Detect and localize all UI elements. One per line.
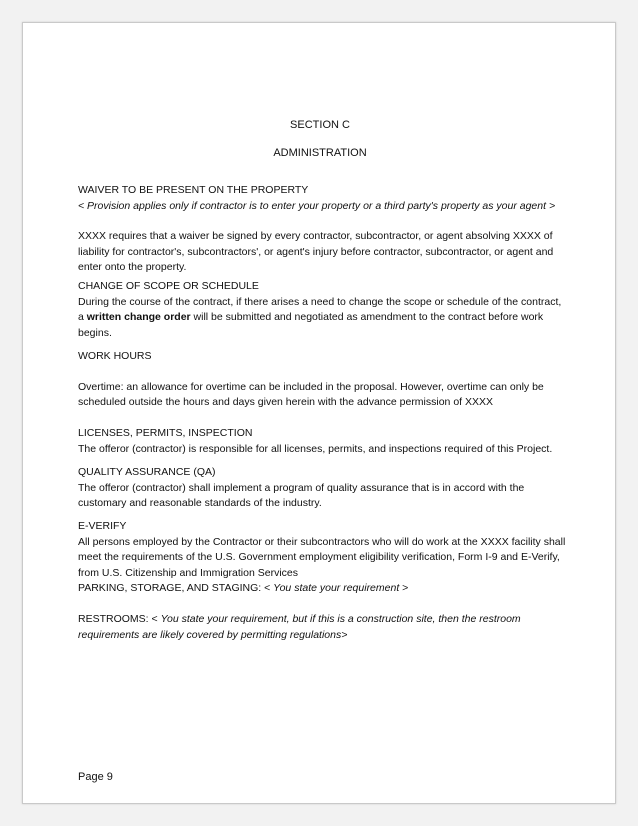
waiver-heading: WAIVER TO BE PRESENT ON THE PROPERTY: [78, 184, 309, 196]
parking-section: [78, 581, 568, 597]
qa-body: The offeror (contractor) shall implement a program of quality assurance that is in accord with the customary and reasonable standards of the industry.: [78, 481, 525, 509]
section-title: SECTION C: [290, 119, 350, 131]
document-page: [22, 22, 616, 804]
work-hours-section: [78, 349, 568, 411]
change-scope-body: [78, 295, 568, 342]
licenses-heading: LICENSES, PERMITS, INSPECTION: [78, 427, 253, 439]
page-number: Page 9: [78, 771, 113, 783]
change-scope-body-post: will be submitted and negotiated as amendment to the contract before work begins.: [78, 311, 544, 339]
work-hours-heading: WORK HOURS: [78, 350, 152, 362]
section-subtitle: ADMINISTRATION: [273, 147, 367, 159]
work-hours-body: Overtime: an allowance for overtime can be included in the proposal. However, overtime can only be scheduled outside the hours and days given herein with the advance permission of XXXX: [78, 380, 544, 408]
restrooms-section: [78, 612, 568, 643]
change-scope-body-pre: During the course of the contract, if there arises a need to change the scope or schedule of the contract, a: [78, 295, 562, 323]
waiver-section: [78, 183, 568, 276]
qa-heading: QUALITY ASSURANCE (QA): [78, 466, 216, 478]
waiver-body: XXXX requires that a waiver be signed by every contractor, subcontractor, or agent absolving XXXX of liability for contractor's, subcontractors', or agent's injury before contractor, subcontractor, or agent and enter onto the property.: [78, 230, 554, 273]
waiver-note: < Provision applies only if contractor is to enter your property or a third party's property as your agent >: [78, 199, 556, 212]
parking-suffix: >: [399, 582, 409, 594]
change-scope-section: [78, 279, 568, 341]
parking-label: PARKING, STORAGE, AND STAGING: <: [78, 582, 274, 594]
restrooms-label: RESTROOMS: <: [78, 613, 161, 625]
restrooms-requirement: You state your requirement, but if this is a construction site, then the restroom requirements are likely covered by permitting regulations>: [78, 613, 521, 641]
change-scope-heading: CHANGE OF SCOPE OR SCHEDULE: [78, 280, 259, 292]
everify-section: [78, 519, 568, 581]
licenses-section: [78, 426, 568, 457]
written-change-order-text: written change order: [86, 311, 191, 323]
qa-section: [78, 465, 568, 512]
restrooms-line: [78, 612, 568, 643]
licenses-body: The offeror (contractor) is responsible for all licenses, permits, and inspections required of this Project.: [78, 442, 553, 455]
parking-requirement: You state your requirement: [273, 582, 400, 594]
parking-line: [78, 581, 568, 597]
everify-heading: E-VERIFY: [78, 520, 127, 532]
everify-body: All persons employed by the Contractor or their subcontractors who will do work at the XXXX facility shall meet the requirements of the U.S. Government employment eligibility verification, Form I-9 and E-Verify, from U.S. Citizenship and Immigration Services: [78, 535, 566, 579]
